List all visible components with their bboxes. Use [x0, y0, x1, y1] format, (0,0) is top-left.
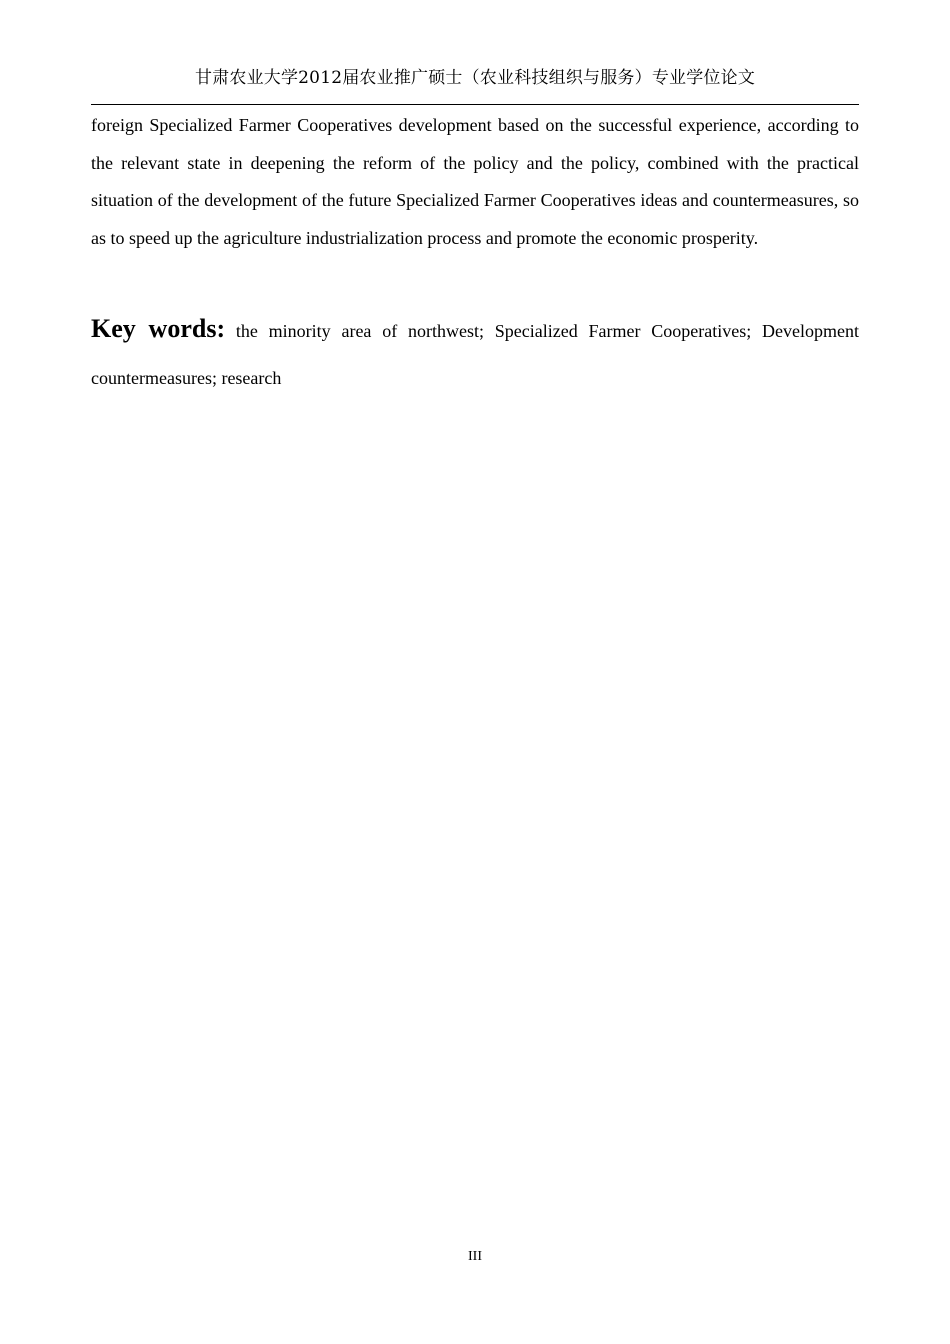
abstract-paragraph: foreign Specialized Farmer Cooperatives development based on the successful experience, according to the relevant state in deepening the reform of the policy and the policy, combined with the practical situation of the development of the future Specialized Farmer Cooperatives ideas and countermeasures, so as to speed up the agriculture industrialization process and promote the economic prosperity.: [91, 115, 859, 248]
keywords-line: [91, 305, 859, 402]
keywords-text: the minority area of northwest; Specialized Farmer Cooperatives; Development countermeasures; research: [91, 321, 859, 388]
keywords-label: Key words:: [91, 314, 226, 343]
header-divider: [91, 104, 859, 105]
page-number: III: [468, 1249, 482, 1264]
running-header: 甘肃农业大学2012届农业推广硕士（农业科技组织与服务）专业学位论文: [194, 68, 756, 88]
